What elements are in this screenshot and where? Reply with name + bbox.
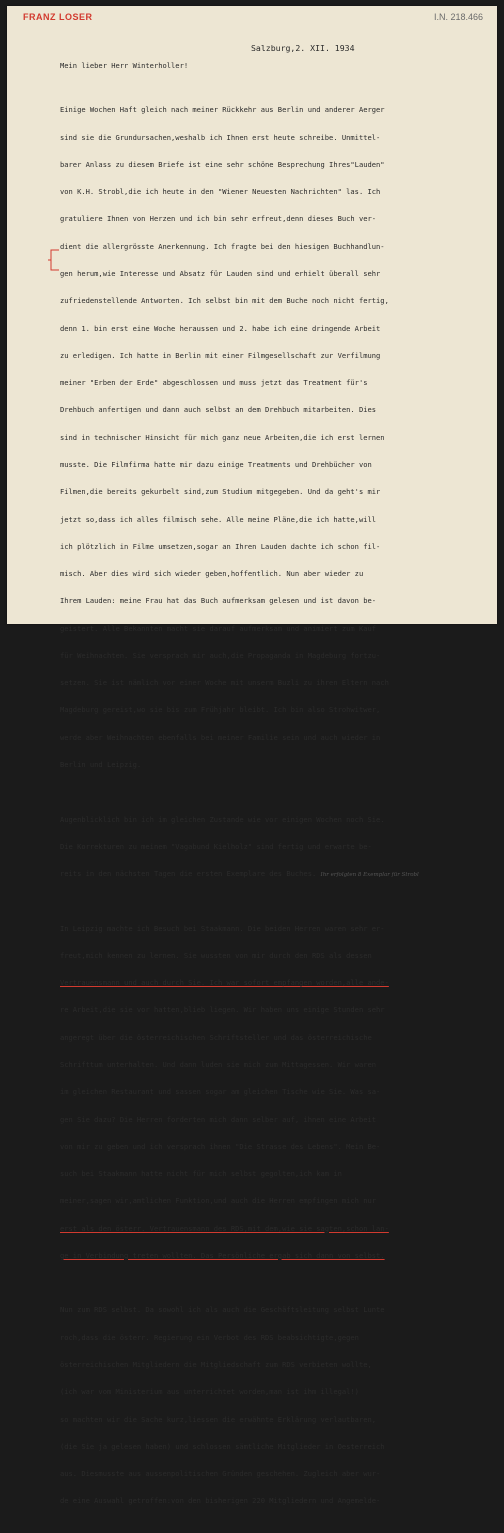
text-line: jetzt so,dass ich alles filmisch sehe. Alle meine Pläne,die ich hatte,will — [60, 514, 377, 524]
text-line: Die Korrekturen zu meinem "Vagabund Kielholz" sind fertig und erwarte be- — [60, 841, 372, 851]
name-stamp: FRANZ LOSER — [23, 12, 93, 22]
handwritten-note: Ihr erfolgten 8 Exemplar für Strobl — [320, 872, 419, 879]
text-line: gen Sie dazu? Die Herren forderten mich dann selber auf, ihnen eine Arbeit — [60, 1114, 377, 1124]
text-line: de eine Auswahl getroffen:von den bisherigen 220 Mitgliedern und Angemelde- — [60, 1496, 381, 1506]
text-line: Augenblicklich bin ich im gleichen Zustande wie vor einigen Wochen noch Sie. — [60, 814, 385, 824]
text-line: meiner,sagen wir,amtlichen Funktion,und auch die Herren empfingen mich nur — [60, 1196, 377, 1206]
text-line: Schrifttum unterhalten. Und dann luden sie mich zum Mittagessen. Wir waren — [60, 1059, 377, 1069]
text-line: roch,dass die österr. Regierung ein Verbot des RDS beabsichtigte,gegen — [60, 1332, 359, 1342]
salutation: Mein lieber Herr Winterholler! — [60, 61, 189, 70]
text-line: (ich war vom Ministerium aus unterrichtet worden,man ist ihm illegal!) — [60, 1387, 359, 1397]
text-line: In Leipzig machte ich Besuch bei Staakmann. Die beiden Herren waren sehr er- — [60, 923, 385, 933]
text-line: von K.H. Strobl,die ich heute in den "Wiener Neuesten Nachrichten" las. Ich — [60, 187, 381, 197]
text-line: musste. Die Filmfirma hatte mir dazu einige Treatments und Drehbücher von — [60, 459, 372, 469]
text-line-content: reits in den nächsten Tagen die ersten Exemplare des Buches. — [60, 869, 317, 879]
underlined-line: ge in Verbindung treten wollten. Das Persönliche ergab sich dann von selbst. — [60, 1250, 385, 1260]
text-line: misch. Aber dies wird sich wieder geben,hoffentlich. Nun aber wieder zu — [60, 569, 364, 579]
text-line: werde aber Weihnachten ebenfalls bei meiner Familie sein und auch wieder in — [60, 732, 381, 742]
paragraph-1 — [60, 87, 491, 787]
paragraph-4 — [60, 1287, 491, 1523]
text-line: zufriedenstellende Antworten. Ich selbst bin mit dem Buche noch nicht fertig, — [60, 296, 389, 306]
text-line — [60, 869, 491, 878]
text-line: dient die allergrösste Anerkennung. Ich fragte bei den hiesigen Buchhandlun- — [60, 241, 385, 251]
text-line: barer Anlass zu diesem Briefe ist eine sehr schöne Besprechung Ihres"Lauden" — [60, 159, 385, 169]
text-line: für Weihnachten. Sie versprach mir auch,die Propaganda in Magdeburg fortzu- — [60, 650, 381, 660]
text-line: gen herum,wie Interesse und Absatz für Lauden sind und erhielt überall sehr — [60, 268, 381, 278]
text-line: Magdeburg gereist,wo sie bis zum Frühjahr bleibt. Ich bin also Strohwitwer, — [60, 705, 381, 715]
paragraph-2 — [60, 796, 491, 896]
archive-reference: I.N. 218.466 — [433, 12, 483, 22]
text-line: von mir zu geben und ich versprach ihnen "Die Strasse des Lebens". Mein Be- — [60, 1141, 381, 1151]
text-line: meiner "Erben der Erde" abgeschlossen und muss jetzt das Treatment für's — [60, 378, 368, 388]
text-line: (die Sie ja gelesen haben) und schlossen sämtliche Mitglieder in Oesterreich — [60, 1441, 385, 1451]
text-line: ich plötzlich in Filme umsetzen,sogar an Ihren Lauden dachte ich schon fil- — [60, 541, 381, 551]
underlined-line: erst als den österr. Vertrauensmann des RDS,mit dem,wie sie sagten,schon lan- — [60, 1223, 389, 1233]
text-line: angeregt über die österreichischen Schriftsteller und das österreichische — [60, 1032, 372, 1042]
text-line: aus. Diesmusste aus aussenpolitischen Gründen geschehen. Zugleich aber wur- — [60, 1469, 381, 1479]
text-line: im gleichen Restaurant und sassen sogar am gleichen Tische wie Sie. Was sa- — [60, 1087, 381, 1097]
text-line: freut,mich kennen zu lernen. Sie wussten von mir durch den RDS als dessen — [60, 950, 372, 960]
text-line: Filmen,die bereits gekurbelt sind,zum Studium mitgegeben. Und da geht's mir — [60, 487, 381, 497]
text-line: Drehbuch anfertigen und dann auch selbst an dem Drehbuch mitarbeiten. Dies — [60, 405, 377, 415]
underlined-line: Vertrauensmann und auch durch Sie. Ich war sofort empfangen worden,alle ande- — [60, 978, 389, 988]
text-line: zu erledigen. Ich hatte in Berlin mit einer Filmgesellschaft zur Verfilmung — [60, 350, 381, 360]
letter-page — [7, 6, 497, 1506]
text-line: Berlin und Leipzig. — [60, 760, 142, 770]
text-line: Einige Wochen Haft gleich nach meiner Rückkehr aus Berlin und anderer Aerger — [60, 105, 385, 115]
text-line: sind in technischer Hinsicht für mich ganz neue Arbeiten,die ich erst lernen — [60, 432, 385, 442]
text-line: Nun zum RDS selbst. Da sowohl ich als auch die Geschäftsleitung selbst Lunte — [60, 1305, 385, 1315]
text-line: sind sie die Grundursachen,weshalb ich Ihnen erst heute schreibe. Unmittel- — [60, 132, 381, 142]
text-line: such bei Staakmann hatte nicht für mich selbst gegolten,ich kam in — [60, 1169, 342, 1179]
text-line: so machten wir die Sache kurz,liessen die erwähnte Erklärung verlautbaren, — [60, 1414, 377, 1424]
letter-body — [60, 61, 491, 1533]
margin-bracket-mark — [47, 249, 61, 271]
letter-date: Salzburg,2. XII. 1934 — [251, 43, 355, 53]
text-line: setzen. Sie ist nämlich vor einer Woche mit unserm Buzli zu ihren Eltern nach — [60, 678, 389, 688]
text-line: denn 1. bin erst eine Woche heraussen und 2. habe ich eine dringende Arbeit — [60, 323, 381, 333]
paragraph-3 — [60, 905, 491, 1278]
text-line: re Arbeit,die sie vor hatten,blieb liegen. Wir haben uns einige Stunden sehr — [60, 1005, 385, 1015]
text-line: österreichischen Mitgliedern die Mitgliedschaft zum RDS verbieten wollte, — [60, 1359, 372, 1369]
text-line: Ihrem Lauden: meine Frau hat das Buch aufmerksam gelesen und ist davon be- — [60, 596, 377, 606]
text-line: gratuliere Ihnen von Herzen und ich bin sehr erfreut,denn dieses Buch ver- — [60, 214, 377, 224]
text-line: geistert. Alle Bekannten macht sie darauf aufmerksam und animiert zum Kauf — [60, 623, 377, 633]
